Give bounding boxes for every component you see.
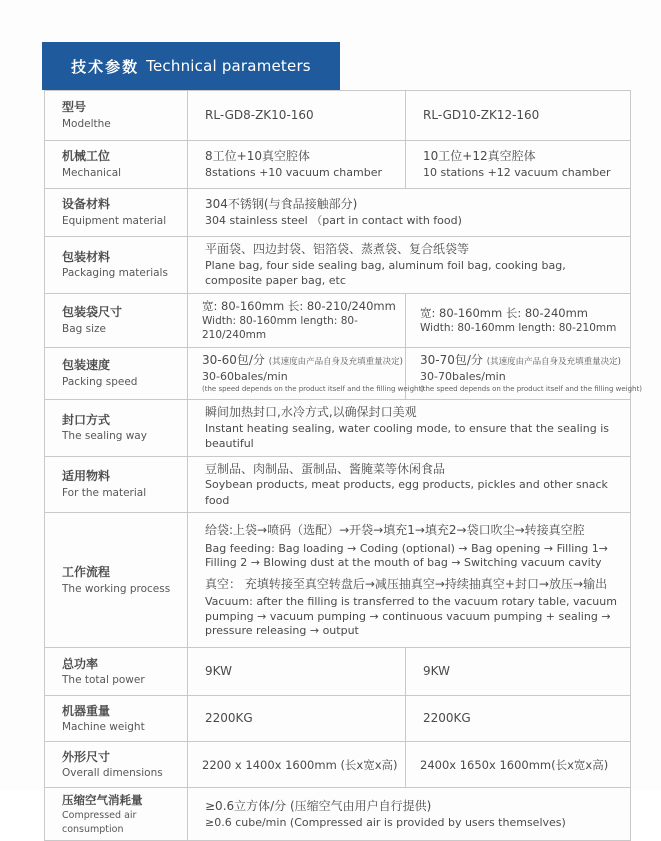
process-zh: 真空： 充填转接至真空转盘后→减压抽真空→持续抽真空+封口→放压→输出	[205, 576, 608, 591]
speed-note-zh: (其速度由产品自身及充填重量决定)	[486, 357, 621, 368]
table-row-machine-weight	[45, 696, 631, 742]
spec-cell	[188, 91, 406, 141]
spec-value-zh: 宽: 80-160mm 长: 80-240mm	[420, 305, 588, 320]
spec-cell	[188, 189, 631, 237]
row-label-zh: 机械工位	[62, 149, 111, 164]
row-label-en: Packaging materials	[62, 267, 168, 280]
row-label-en: The sealing way	[62, 430, 147, 443]
table-row-compressed-air	[45, 788, 631, 841]
spec-cell	[188, 400, 631, 457]
row-label-zh: 工作流程	[62, 565, 111, 579]
speed-value-en: 30-60bales/min	[202, 370, 288, 384]
technical-parameters-table	[44, 90, 642, 841]
speed-value-en: 30-70bales/min	[420, 370, 506, 384]
process-step-vacuum	[205, 576, 622, 639]
spec-cell	[188, 513, 631, 648]
table-row-total-power	[45, 648, 631, 696]
row-label-en: Modelthe	[62, 118, 111, 131]
table-row-packing-speed	[45, 348, 631, 400]
row-label-en: Machine weight	[62, 721, 145, 734]
row-label	[45, 293, 188, 347]
spec-value-en: 304 stainless steel （part in contact with food)	[205, 214, 462, 228]
spec-cell	[406, 141, 631, 189]
row-label	[45, 348, 188, 400]
row-label-zh: 型号	[62, 100, 87, 115]
banner-title-zh: 技术参数	[71, 57, 140, 76]
row-label	[45, 788, 188, 841]
row-label-en: Bag size	[62, 322, 106, 335]
row-label-en: Compressed air consumption	[62, 810, 137, 835]
table-row-sealing-way	[45, 400, 631, 457]
spec-cell	[406, 696, 631, 742]
row-label-zh: 包装材料	[62, 249, 111, 264]
spec-value-en: Soybean products, meat products, egg products, pickles and other snack food	[205, 478, 608, 507]
table-row-equipment-material	[45, 189, 631, 237]
row-label-zh: 包装袋尺寸	[62, 305, 123, 320]
spec-cell	[188, 141, 406, 189]
speed-main: 30-60包/分	[202, 353, 265, 368]
row-label	[45, 648, 188, 696]
spec-value-en: 10 stations +12 vacuum chamber	[423, 166, 611, 180]
row-label-en: The working process	[62, 582, 171, 595]
spec-cell	[406, 293, 631, 347]
spec-cell	[188, 788, 631, 841]
spec-value: 2200KG	[423, 711, 471, 726]
spec-value-en: Width: 80-160mm length: 80-210/240mm	[202, 314, 358, 342]
table-row-bag-size	[45, 293, 631, 347]
spec-value-zh: 宽: 80-160mm 长: 80-210/240mm	[202, 298, 396, 313]
speed-value-line	[202, 352, 403, 369]
row-label-en: Equipment material	[62, 215, 167, 228]
spec-cell	[188, 456, 631, 513]
spec-cell	[406, 648, 631, 696]
row-label	[45, 400, 188, 457]
speed-note-en: (the speed depends on the product itself and the filling weight)	[202, 385, 424, 394]
row-label	[45, 237, 188, 294]
spec-cell	[188, 348, 424, 400]
spec-value: 2400x 1650x 1600mm(长x宽x高)	[420, 757, 609, 772]
speed-note-en: (the speed depends on the product itself and the filling weight)	[420, 385, 642, 394]
spec-value-zh: ≥0.6立方体/分 (压缩空气由用户自行提供)	[205, 799, 432, 814]
row-label-zh: 设备材料	[62, 197, 111, 212]
row-label-zh: 总功率	[62, 656, 99, 671]
spec-cell	[188, 742, 406, 788]
row-label-en: Mechanical	[62, 167, 122, 180]
row-label	[45, 696, 188, 742]
spec-cell	[188, 648, 406, 696]
spec-value-zh: 豆制品、肉制品、蛋制品、酱腌菜等休闲食品	[205, 461, 446, 476]
spec-cell	[406, 91, 631, 141]
spec-value-en: Instant heating sealing, water cooling mode, to ensure that the sealing is beautiful	[205, 421, 609, 451]
spec-cell	[188, 237, 631, 294]
process-en: Vacuum: after the filling is transferred to the vacuum rotary table, vacuum pumping → vacuum pumping → continuous vacuum pumping + sealing → pressure releasing → output	[205, 595, 617, 637]
spec-value-zh: 8工位+10真空腔体	[205, 149, 310, 164]
row-label	[45, 513, 188, 648]
table-row-applicable-material	[45, 456, 631, 513]
spec-value-en: ≥0.6 cube/min (Compressed air is provided by users themselves)	[205, 815, 566, 829]
spec-cell	[406, 742, 631, 788]
spec-value-zh: 瞬间加热封口,水冷方式,以确保封口美观	[205, 405, 417, 420]
process-step-bag-feeding	[205, 522, 622, 570]
spec-value: 9KW	[205, 664, 232, 679]
spec-value: RL-GD10-ZK12-160	[423, 108, 540, 123]
row-label	[45, 141, 188, 189]
row-label	[45, 742, 188, 788]
row-label-zh: 包装速度	[62, 358, 111, 373]
spec-value-zh: 平面袋、四边封袋、铝箔袋、蒸煮袋、复合纸袋等	[205, 242, 470, 256]
section-title-banner	[42, 42, 340, 90]
process-en: Bag feeding: Bag loading → Coding (optional) → Bag opening → Filling 1→ Filling 2 → Blowing dust at the mouth of bag → Switching vacuum cavity	[205, 542, 608, 570]
table-row-model	[45, 91, 631, 141]
spec-value-en: Plane bag, four side sealing bag, aluminum foil bag, cooking bag, composite paper bag, etc	[205, 258, 566, 288]
row-label-en: The total power	[62, 674, 145, 687]
table-row-packaging-materials	[45, 237, 631, 294]
table-row-working-process	[45, 513, 631, 648]
spec-cell	[188, 696, 406, 742]
spec-value-zh: 10工位+12真空腔体	[423, 149, 536, 164]
row-label	[45, 456, 188, 513]
speed-note-zh: (其速度由产品自身及充填重量决定)	[268, 357, 403, 368]
spec-cell	[188, 293, 406, 347]
speed-value-line	[420, 352, 628, 369]
row-label-zh: 外形尺寸	[62, 749, 111, 764]
speed-main: 30-70包/分	[420, 353, 483, 368]
row-label-en: Overall dimensions	[62, 767, 163, 780]
table-row-overall-dimensions	[45, 742, 631, 788]
row-label-zh: 封口方式	[62, 412, 111, 427]
spec-value: 2200KG	[205, 711, 253, 726]
process-zh: 给袋:上袋→喷码（选配）→开袋→填充1→填充2→袋口吹尘→转接真空腔	[205, 523, 585, 538]
row-label-en: Packing speed	[62, 376, 138, 389]
spec-value-zh: 304不锈钢(与食品接触部分)	[205, 197, 358, 212]
row-label	[45, 189, 188, 237]
spec-cell	[406, 348, 642, 400]
row-label-zh: 适用物料	[62, 469, 111, 484]
spec-value: 9KW	[423, 664, 450, 679]
table-row-mechanical	[45, 141, 631, 189]
row-label-zh: 压缩空气消耗量	[62, 793, 143, 808]
spec-value-en: 8stations +10 vacuum chamber	[205, 166, 382, 180]
banner-title-en: Technical parameters	[146, 57, 311, 75]
row-label	[45, 91, 188, 141]
spec-value: RL-GD8-ZK10-160	[205, 108, 314, 123]
spec-value: 2200 x 1400x 1600mm (长x宽x高)	[202, 757, 398, 772]
row-label-en: For the material	[62, 486, 147, 499]
row-label-zh: 机器重量	[62, 703, 111, 718]
spec-value-en: Width: 80-160mm length: 80-210mm	[420, 322, 617, 335]
